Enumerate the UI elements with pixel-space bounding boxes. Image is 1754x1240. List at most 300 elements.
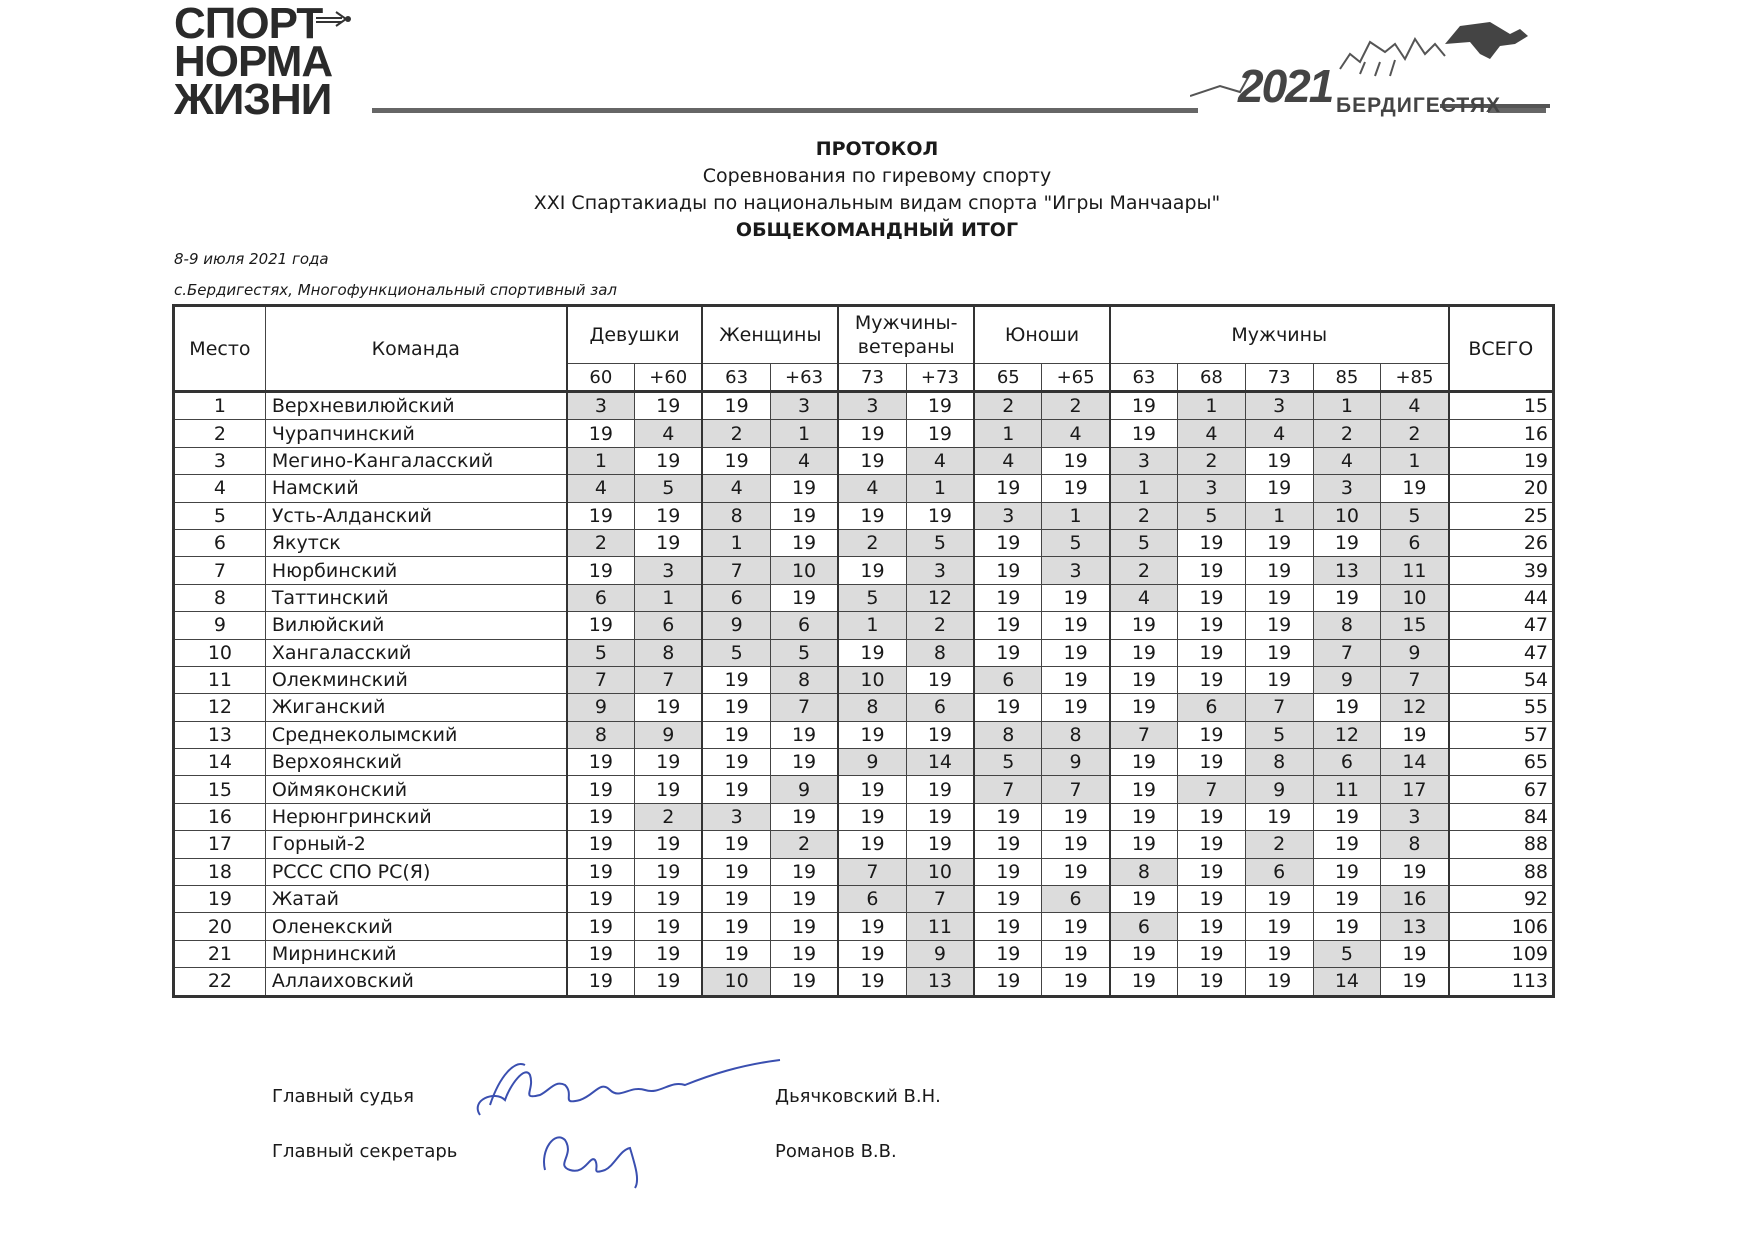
score-cell: 7 (702, 557, 770, 584)
score-cell: 7 (770, 694, 838, 721)
table-row (174, 392, 1554, 420)
score-cell: 19 (702, 858, 770, 885)
score-cell: 19 (770, 502, 838, 529)
score-cell: 19 (1381, 858, 1449, 885)
score-cell: 2 (1245, 831, 1313, 858)
score-cell: 19 (1178, 913, 1246, 940)
score-cell: 19 (838, 502, 906, 529)
score-cell: 8 (974, 721, 1042, 748)
score-cell: 14 (1381, 749, 1449, 776)
score-cell: 3 (702, 803, 770, 830)
team-cell: РССС СПО РС(Я) (265, 858, 566, 885)
score-cell: 19 (974, 940, 1042, 967)
weight-header: 73 (1245, 364, 1313, 392)
total-cell: 84 (1449, 803, 1554, 830)
score-cell: 19 (838, 721, 906, 748)
logo-year: 2021 (1238, 60, 1333, 112)
score-cell: 19 (1042, 913, 1110, 940)
score-cell: 19 (1042, 639, 1110, 666)
score-cell: 4 (702, 475, 770, 502)
score-cell: 15 (1381, 612, 1449, 639)
total-cell: 109 (1449, 940, 1554, 967)
place-cell: 9 (174, 612, 266, 639)
score-cell: 19 (770, 475, 838, 502)
logo-line-2: НОРМА (174, 37, 333, 86)
team-cell: Верхоянский (265, 749, 566, 776)
score-cell: 8 (567, 721, 635, 748)
score-cell: 19 (974, 913, 1042, 940)
score-cell: 7 (838, 858, 906, 885)
score-cell: 19 (1381, 475, 1449, 502)
score-cell: 19 (1245, 639, 1313, 666)
score-cell: 19 (702, 694, 770, 721)
score-cell: 19 (1042, 584, 1110, 611)
score-cell: 19 (1245, 529, 1313, 556)
team-cell: Усть-Алданский (265, 502, 566, 529)
score-cell: 19 (974, 475, 1042, 502)
table-row (174, 749, 1554, 776)
score-cell: 19 (974, 858, 1042, 885)
score-cell: 8 (1313, 612, 1381, 639)
score-cell: 19 (770, 749, 838, 776)
logo-line-3: ЖИЗНИ (174, 75, 332, 124)
score-cell: 19 (906, 776, 974, 803)
score-cell: 19 (838, 803, 906, 830)
results-table (172, 304, 1555, 998)
score-cell: 4 (906, 447, 974, 474)
total-cell: 57 (1449, 721, 1554, 748)
score-cell: 8 (1245, 749, 1313, 776)
score-cell: 19 (702, 886, 770, 913)
score-cell: 19 (974, 584, 1042, 611)
score-cell: 19 (770, 721, 838, 748)
score-cell: 19 (702, 392, 770, 420)
score-cell: 19 (1110, 392, 1178, 420)
score-cell: 3 (838, 392, 906, 420)
score-cell: 17 (1381, 776, 1449, 803)
score-cell: 19 (567, 803, 635, 830)
score-cell: 19 (974, 968, 1042, 996)
score-cell: 5 (567, 639, 635, 666)
score-cell: 19 (1042, 475, 1110, 502)
table-row (174, 968, 1554, 996)
score-cell: 19 (838, 557, 906, 584)
score-cell: 19 (974, 886, 1042, 913)
score-cell: 7 (567, 666, 635, 693)
score-cell: 5 (974, 749, 1042, 776)
score-cell: 7 (1245, 694, 1313, 721)
score-cell: 19 (567, 968, 635, 996)
score-cell: 19 (635, 447, 703, 474)
chief-judge-name: Дьячковский В.Н. (775, 1086, 941, 1107)
score-cell: 2 (1110, 502, 1178, 529)
score-cell: 19 (635, 968, 703, 996)
place-cell: 16 (174, 803, 266, 830)
results-body (174, 392, 1554, 997)
score-cell: 5 (906, 529, 974, 556)
score-cell: 13 (906, 968, 974, 996)
score-cell: 1 (702, 529, 770, 556)
place-cell: 3 (174, 447, 266, 474)
score-cell: 12 (1313, 721, 1381, 748)
team-cell: Намский (265, 475, 566, 502)
table-row (174, 721, 1554, 748)
score-cell: 2 (770, 831, 838, 858)
place-cell: 6 (174, 529, 266, 556)
place-cell: 5 (174, 502, 266, 529)
place-cell: 4 (174, 475, 266, 502)
place-cell: 1 (174, 392, 266, 420)
score-cell: 19 (702, 913, 770, 940)
score-cell: 3 (1042, 557, 1110, 584)
score-cell: 9 (1313, 666, 1381, 693)
score-cell: 19 (838, 639, 906, 666)
score-cell: 1 (974, 420, 1042, 447)
team-cell: Нерюнгринский (265, 803, 566, 830)
score-cell: 8 (702, 502, 770, 529)
place-cell: 20 (174, 913, 266, 940)
logo-games-2021 (1190, 14, 1550, 124)
score-cell: 19 (770, 968, 838, 996)
score-cell: 19 (1178, 639, 1246, 666)
score-cell: 9 (770, 776, 838, 803)
score-cell: 19 (1110, 886, 1178, 913)
score-cell: 19 (1042, 968, 1110, 996)
score-cell: 5 (1178, 502, 1246, 529)
score-cell: 19 (1178, 940, 1246, 967)
score-cell: 19 (1110, 749, 1178, 776)
score-cell: 5 (770, 639, 838, 666)
place-cell: 22 (174, 968, 266, 996)
score-cell: 19 (1245, 968, 1313, 996)
score-cell: 19 (702, 776, 770, 803)
table-row (174, 584, 1554, 611)
score-cell: 19 (1245, 584, 1313, 611)
score-cell: 19 (906, 420, 974, 447)
weight-header: 63 (1110, 364, 1178, 392)
team-cell: Жиганский (265, 694, 566, 721)
total-cell: 106 (1449, 913, 1554, 940)
score-cell: 19 (702, 721, 770, 748)
table-row (174, 529, 1554, 556)
score-cell: 6 (838, 886, 906, 913)
score-cell: 6 (635, 612, 703, 639)
table-row (174, 502, 1554, 529)
protocol-subtitle-1: Соревнования по гиревому спорту (702, 165, 1052, 187)
score-cell: 19 (1042, 831, 1110, 858)
score-cell: 6 (770, 612, 838, 639)
score-cell: 6 (1313, 749, 1381, 776)
score-cell: 2 (1178, 447, 1246, 474)
table-row (174, 420, 1554, 447)
score-cell: 19 (567, 612, 635, 639)
score-cell: 19 (1245, 475, 1313, 502)
score-cell: 19 (1110, 639, 1178, 666)
team-cell: Оймяконский (265, 776, 566, 803)
score-cell: 19 (1245, 803, 1313, 830)
group-header-juniors: Юноши (974, 306, 1110, 364)
score-cell: 3 (1110, 447, 1178, 474)
total-cell: 26 (1449, 529, 1554, 556)
logo-line-1: СПОРТ (174, 0, 323, 48)
score-cell: 6 (1381, 529, 1449, 556)
place-cell: 12 (174, 694, 266, 721)
score-cell: 4 (1110, 584, 1178, 611)
arrow-icon (316, 10, 354, 30)
team-cell: Мегино-Кангаласский (265, 447, 566, 474)
score-cell: 7 (1178, 776, 1246, 803)
score-cell: 19 (567, 913, 635, 940)
score-cell: 19 (974, 694, 1042, 721)
score-cell: 4 (1245, 420, 1313, 447)
score-cell: 19 (635, 940, 703, 967)
score-cell: 19 (1313, 858, 1381, 885)
score-cell: 6 (1042, 886, 1110, 913)
score-cell: 3 (1245, 392, 1313, 420)
chief-judge-signature (470, 1045, 790, 1125)
score-cell: 19 (702, 940, 770, 967)
score-cell: 2 (702, 420, 770, 447)
score-cell: 3 (974, 502, 1042, 529)
score-cell: 19 (974, 639, 1042, 666)
table-row (174, 447, 1554, 474)
score-cell: 9 (1042, 749, 1110, 776)
group-header-veterans-text: Мужчины-ветераны (854, 312, 958, 358)
table-row (174, 557, 1554, 584)
score-cell: 13 (1381, 913, 1449, 940)
group-header-women: Женщины (702, 306, 838, 364)
protocol-section-title: ОБЩЕКОМАНДНЫЙ ИТОГ (735, 219, 1019, 241)
score-cell: 7 (906, 886, 974, 913)
total-cell: 54 (1449, 666, 1554, 693)
protocol-subtitle-2: XXI Спартакиады по национальным видам спорта "Игры Манчаары" (533, 192, 1221, 214)
score-cell: 19 (567, 502, 635, 529)
score-cell: 10 (838, 666, 906, 693)
score-cell: 19 (838, 776, 906, 803)
score-cell: 19 (1042, 940, 1110, 967)
total-cell: 16 (1449, 420, 1554, 447)
team-cell: Оленекский (265, 913, 566, 940)
score-cell: 14 (1313, 968, 1381, 996)
score-cell: 19 (567, 420, 635, 447)
score-cell: 19 (770, 529, 838, 556)
chief-secretary-signature (535, 1120, 655, 1190)
score-cell: 19 (974, 612, 1042, 639)
score-cell: 19 (1178, 529, 1246, 556)
score-cell: 11 (1313, 776, 1381, 803)
score-cell: 4 (974, 447, 1042, 474)
score-cell: 7 (1042, 776, 1110, 803)
score-cell: 19 (1381, 721, 1449, 748)
score-cell: 4 (1178, 420, 1246, 447)
place-cell: 11 (174, 666, 266, 693)
place-cell: 18 (174, 858, 266, 885)
score-cell: 3 (635, 557, 703, 584)
score-cell: 19 (567, 940, 635, 967)
score-cell: 19 (1110, 940, 1178, 967)
score-cell: 19 (1178, 968, 1246, 996)
score-cell: 4 (1042, 420, 1110, 447)
table-row (174, 940, 1554, 967)
score-cell: 19 (567, 749, 635, 776)
score-cell: 1 (1313, 392, 1381, 420)
score-cell: 19 (1245, 940, 1313, 967)
table-row (174, 666, 1554, 693)
chief-secretary-label: Главный секретарь (272, 1141, 458, 1162)
total-cell: 67 (1449, 776, 1554, 803)
score-cell: 3 (1178, 475, 1246, 502)
col-header-team: Команда (265, 306, 566, 392)
group-header-girls: Девушки (567, 306, 703, 364)
score-cell: 19 (1178, 612, 1246, 639)
score-cell: 19 (1110, 612, 1178, 639)
score-cell: 9 (635, 721, 703, 748)
score-cell: 2 (1042, 392, 1110, 420)
score-cell: 10 (770, 557, 838, 584)
score-cell: 19 (1313, 913, 1381, 940)
score-cell: 19 (567, 557, 635, 584)
score-cell: 19 (635, 913, 703, 940)
score-cell: 19 (974, 831, 1042, 858)
score-cell: 10 (702, 968, 770, 996)
score-cell: 19 (1110, 831, 1178, 858)
score-cell: 4 (838, 475, 906, 502)
score-cell: 2 (567, 529, 635, 556)
score-cell: 13 (1313, 557, 1381, 584)
score-cell: 2 (1110, 557, 1178, 584)
score-cell: 6 (906, 694, 974, 721)
weight-header: 85 (1313, 364, 1381, 392)
score-cell: 19 (635, 694, 703, 721)
table-row (174, 612, 1554, 639)
score-cell: 14 (906, 749, 974, 776)
score-cell: 9 (567, 694, 635, 721)
score-cell: 19 (770, 940, 838, 967)
score-cell: 19 (635, 776, 703, 803)
score-cell: 3 (1313, 475, 1381, 502)
score-cell: 19 (1042, 447, 1110, 474)
score-cell: 12 (1381, 694, 1449, 721)
score-cell: 19 (906, 666, 974, 693)
score-cell: 19 (1313, 694, 1381, 721)
place-cell: 21 (174, 940, 266, 967)
score-cell: 19 (567, 858, 635, 885)
total-cell: 88 (1449, 831, 1554, 858)
score-cell: 19 (1313, 886, 1381, 913)
score-cell: 19 (906, 721, 974, 748)
score-cell: 5 (702, 639, 770, 666)
score-cell: 6 (974, 666, 1042, 693)
score-cell: 1 (770, 420, 838, 447)
score-cell: 19 (906, 502, 974, 529)
score-cell: 9 (906, 940, 974, 967)
score-cell: 19 (567, 886, 635, 913)
team-cell: Нюрбинский (265, 557, 566, 584)
score-cell: 5 (1245, 721, 1313, 748)
score-cell: 5 (1042, 529, 1110, 556)
weight-header: 73 (838, 364, 906, 392)
score-cell: 19 (770, 584, 838, 611)
score-cell: 8 (1042, 721, 1110, 748)
table-row (174, 639, 1554, 666)
weight-header: 68 (1178, 364, 1246, 392)
score-cell: 19 (1313, 831, 1381, 858)
weight-header: 63 (702, 364, 770, 392)
total-cell: 92 (1449, 886, 1554, 913)
score-cell: 19 (974, 803, 1042, 830)
total-cell: 55 (1449, 694, 1554, 721)
score-cell: 6 (1245, 858, 1313, 885)
score-cell: 19 (1245, 447, 1313, 474)
score-cell: 19 (1178, 858, 1246, 885)
score-cell: 19 (1110, 694, 1178, 721)
place-cell: 7 (174, 557, 266, 584)
score-cell: 10 (1313, 502, 1381, 529)
score-cell: 19 (906, 803, 974, 830)
score-cell: 6 (1110, 913, 1178, 940)
place-cell: 10 (174, 639, 266, 666)
score-cell: 1 (635, 584, 703, 611)
score-cell: 7 (1381, 666, 1449, 693)
score-cell: 1 (1245, 502, 1313, 529)
score-cell: 19 (1042, 612, 1110, 639)
place-cell: 14 (174, 749, 266, 776)
score-cell: 7 (1110, 721, 1178, 748)
score-cell: 19 (1042, 694, 1110, 721)
score-cell: 19 (1245, 557, 1313, 584)
score-cell: 11 (906, 913, 974, 940)
score-cell: 9 (1245, 776, 1313, 803)
team-cell: Аллаиховский (265, 968, 566, 996)
score-cell: 10 (906, 858, 974, 885)
chief-secretary-name: Романов В.В. (775, 1141, 897, 1162)
weight-header: +65 (1042, 364, 1110, 392)
weight-header: +63 (770, 364, 838, 392)
score-cell: 4 (1381, 392, 1449, 420)
score-cell: 10 (1381, 584, 1449, 611)
score-cell: 19 (1313, 584, 1381, 611)
score-cell: 2 (635, 803, 703, 830)
score-cell: 3 (1381, 803, 1449, 830)
score-cell: 8 (906, 639, 974, 666)
event-date: 8-9 июля 2021 года (174, 250, 329, 268)
score-cell: 19 (635, 858, 703, 885)
score-cell: 19 (635, 529, 703, 556)
score-cell: 11 (1381, 557, 1449, 584)
score-cell: 19 (838, 940, 906, 967)
score-cell: 8 (838, 694, 906, 721)
score-cell: 19 (702, 749, 770, 776)
score-cell: 1 (567, 447, 635, 474)
score-cell: 7 (974, 776, 1042, 803)
score-cell: 19 (838, 968, 906, 996)
score-cell: 19 (1178, 803, 1246, 830)
team-cell: Верхневилюйский (265, 392, 566, 420)
place-cell: 8 (174, 584, 266, 611)
score-cell: 19 (906, 831, 974, 858)
score-cell: 3 (906, 557, 974, 584)
score-cell: 19 (1178, 721, 1246, 748)
score-cell: 8 (1381, 831, 1449, 858)
table-row (174, 913, 1554, 940)
score-cell: 4 (567, 475, 635, 502)
score-cell: 4 (770, 447, 838, 474)
score-cell: 6 (1178, 694, 1246, 721)
score-cell: 5 (1313, 940, 1381, 967)
total-cell: 65 (1449, 749, 1554, 776)
score-cell: 19 (635, 831, 703, 858)
score-cell: 19 (1178, 557, 1246, 584)
